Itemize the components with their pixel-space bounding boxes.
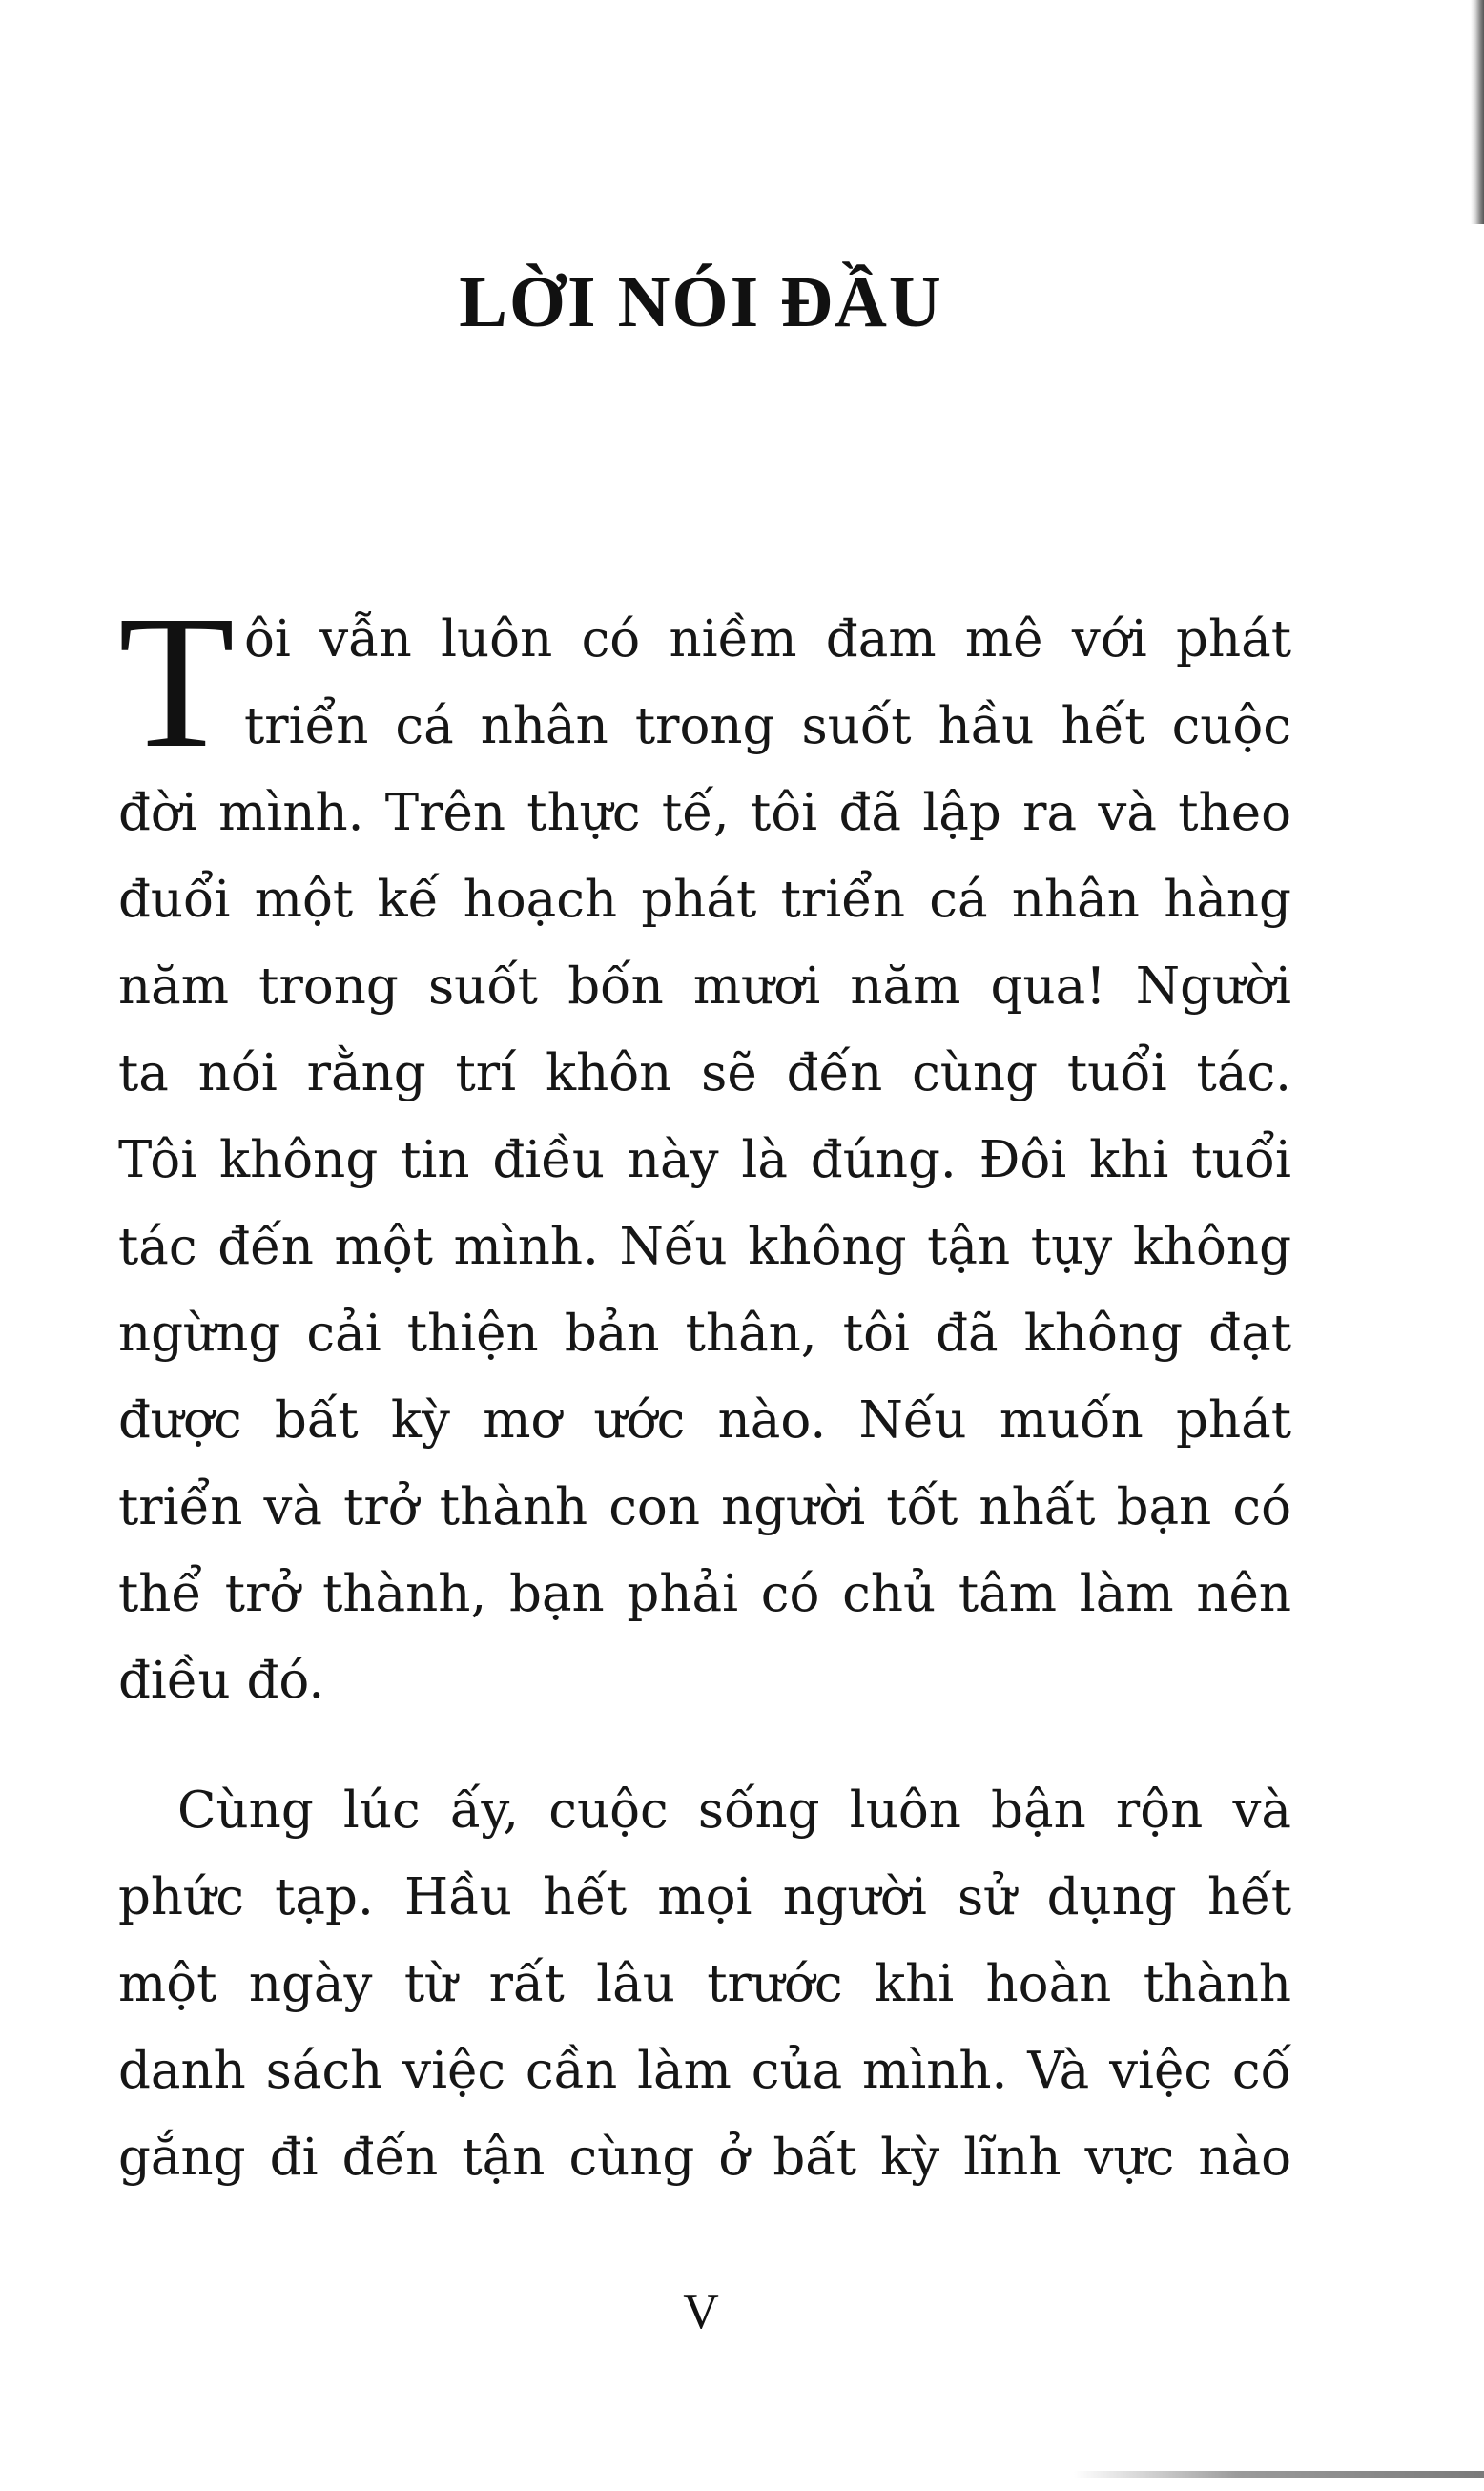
paragraph-line: phức tạp. Hầu hết mọi người sử dụng hết <box>118 1868 1291 1926</box>
paragraph-line: Tôi không tin điều này là đúng. Đôi khi tuổi <box>118 1131 1291 1189</box>
body-text <box>118 577 1291 2201</box>
paragraph-line: ta nói rằng trí khôn sẽ đến cùng tuổi tác. <box>118 1044 1291 1102</box>
paragraph-line: một ngày từ rất lâu trước khi hoàn thành <box>118 1955 1291 2013</box>
paragraph-1 <box>118 577 1291 1724</box>
paragraph-2 <box>118 1767 1291 2201</box>
paragraph-spacer <box>118 1724 1291 1767</box>
paragraph-line: Cùng lúc ấy, cuộc sống luôn bận rộn và <box>177 1781 1291 1840</box>
paragraph-line: đời mình. Trên thực tế, tôi đã lập ra và theo <box>118 784 1291 842</box>
paragraph-line: điều đó. <box>118 1652 325 1710</box>
paragraph-line: năm trong suốt bốn mươi năm qua! Người <box>118 957 1291 1016</box>
paragraph-line: được bất kỳ mơ ước nào. Nếu muốn phát <box>118 1391 1291 1450</box>
paragraph-line: ngừng cải thiện bản thân, tôi đã không đạt <box>118 1305 1291 1363</box>
page-edge-shadow <box>1471 0 1484 224</box>
chapter-title: LỜI NÓI ĐẦU <box>459 262 943 342</box>
paragraph-line: thể trở thành, bạn phải có chủ tâm làm nên <box>118 1565 1291 1623</box>
paragraph-line: triển cá nhân trong suốt hầu hết cuộc <box>244 697 1291 755</box>
paragraph-line: đuổi một kế hoạch phát triển cá nhân hàng <box>118 871 1291 929</box>
paragraph-line: triển và trở thành con người tốt nhất bạn có <box>118 1478 1291 1536</box>
paragraph-line: ôi vẫn luôn có niềm đam mê với phát <box>244 610 1291 669</box>
paragraph-line: tác đến một mình. Nếu không tận tụy không <box>118 1218 1291 1276</box>
paragraph-line: gắng đi đến tận cùng ở bất kỳ lĩnh vực nào <box>118 2129 1291 2187</box>
page-edge-line <box>1074 2471 1484 2478</box>
drop-cap: T <box>118 577 236 788</box>
page-number: V <box>683 2285 719 2339</box>
paragraph-line: danh sách việc cần làm của mình. Và việc cố <box>118 2042 1291 2100</box>
